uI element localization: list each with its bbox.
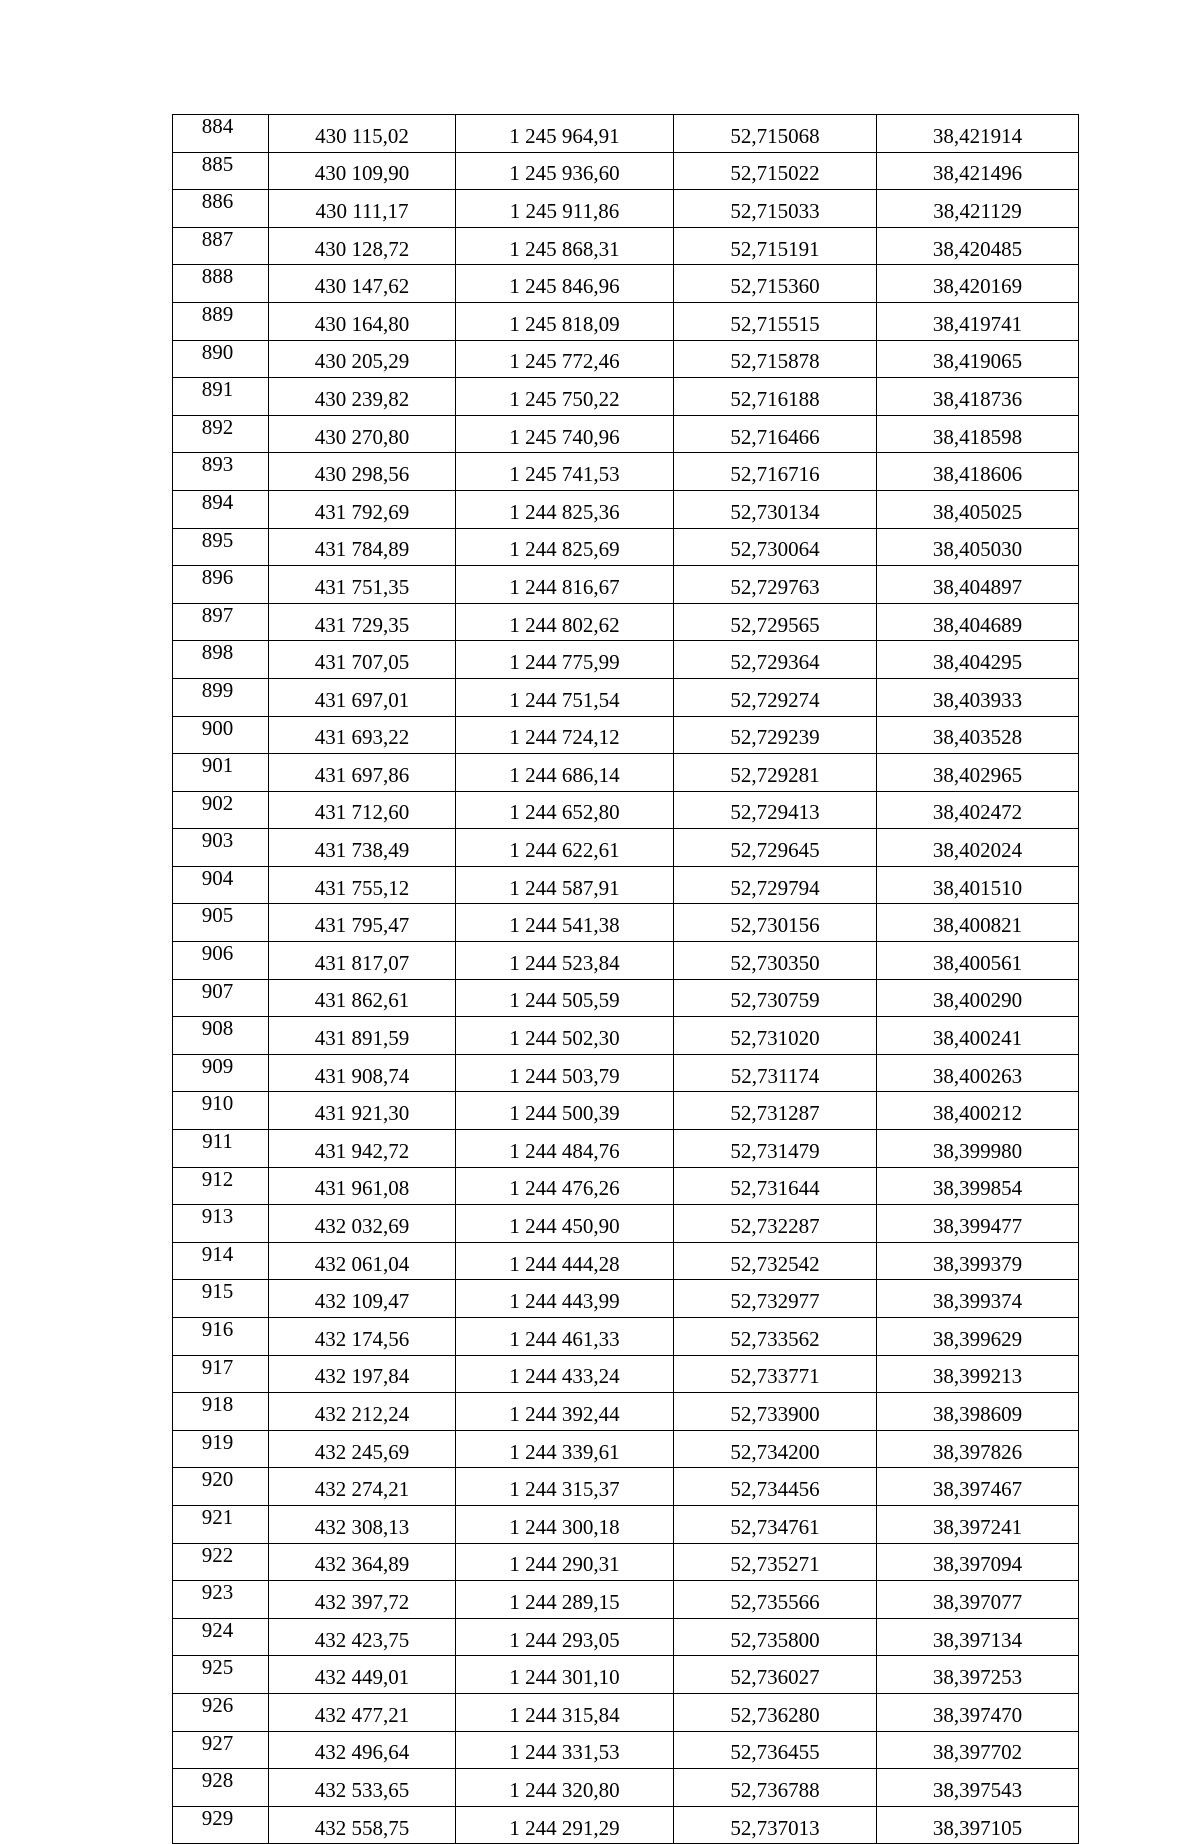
- y-coordinate-cell: 1 244 289,15: [456, 1581, 674, 1619]
- table-row: [173, 528, 1079, 566]
- x-coordinate-cell: 430 111,17: [269, 190, 456, 228]
- x-coordinate-cell: 431 729,35: [269, 603, 456, 641]
- point-number-cell: 918: [173, 1393, 269, 1431]
- point-number-cell: 886: [173, 190, 269, 228]
- table-row: [173, 1355, 1079, 1393]
- point-number-cell: 894: [173, 490, 269, 528]
- latitude-cell: 52,729413: [674, 791, 877, 829]
- longitude-cell: 38,403933: [877, 678, 1079, 716]
- y-coordinate-cell: 1 244 622,61: [456, 829, 674, 867]
- table-row: [173, 866, 1079, 904]
- y-coordinate-cell: 1 245 964,91: [456, 115, 674, 153]
- longitude-cell: 38,397105: [877, 1806, 1079, 1844]
- y-coordinate-cell: 1 245 740,96: [456, 415, 674, 453]
- x-coordinate-cell: 432 274,21: [269, 1468, 456, 1506]
- y-coordinate-cell: 1 244 686,14: [456, 754, 674, 792]
- point-number-cell: 917: [173, 1355, 269, 1393]
- latitude-cell: 52,735566: [674, 1581, 877, 1619]
- latitude-cell: 52,734200: [674, 1430, 877, 1468]
- y-coordinate-cell: 1 244 500,39: [456, 1092, 674, 1130]
- point-number-cell: 902: [173, 791, 269, 829]
- latitude-cell: 52,716466: [674, 415, 877, 453]
- y-coordinate-cell: 1 245 750,22: [456, 378, 674, 416]
- table-row: [173, 754, 1079, 792]
- y-coordinate-cell: 1 244 290,31: [456, 1543, 674, 1581]
- latitude-cell: 52,737013: [674, 1806, 877, 1844]
- table-row: [173, 791, 1079, 829]
- y-coordinate-cell: 1 244 450,90: [456, 1205, 674, 1243]
- x-coordinate-cell: 431 942,72: [269, 1130, 456, 1168]
- y-coordinate-cell: 1 244 825,69: [456, 528, 674, 566]
- latitude-cell: 52,736455: [674, 1731, 877, 1769]
- longitude-cell: 38,420169: [877, 265, 1079, 303]
- table-row: [173, 566, 1079, 604]
- point-number-cell: 906: [173, 942, 269, 980]
- x-coordinate-cell: 432 032,69: [269, 1205, 456, 1243]
- table-row: [173, 603, 1079, 641]
- latitude-cell: 52,735271: [674, 1543, 877, 1581]
- point-number-cell: 885: [173, 152, 269, 190]
- longitude-cell: 38,402965: [877, 754, 1079, 792]
- point-number-cell: 920: [173, 1468, 269, 1506]
- longitude-cell: 38,397094: [877, 1543, 1079, 1581]
- latitude-cell: 52,730350: [674, 942, 877, 980]
- latitude-cell: 52,731287: [674, 1092, 877, 1130]
- x-coordinate-cell: 430 115,02: [269, 115, 456, 153]
- longitude-cell: 38,404689: [877, 603, 1079, 641]
- table-row: [173, 1543, 1079, 1581]
- point-number-cell: 919: [173, 1430, 269, 1468]
- longitude-cell: 38,402024: [877, 829, 1079, 867]
- y-coordinate-cell: 1 244 541,38: [456, 904, 674, 942]
- x-coordinate-cell: 431 784,89: [269, 528, 456, 566]
- longitude-cell: 38,400241: [877, 1017, 1079, 1055]
- longitude-cell: 38,404295: [877, 641, 1079, 679]
- y-coordinate-cell: 1 244 320,80: [456, 1769, 674, 1807]
- point-number-cell: 916: [173, 1318, 269, 1356]
- table-row: [173, 265, 1079, 303]
- latitude-cell: 52,733562: [674, 1318, 877, 1356]
- x-coordinate-cell: 430 239,82: [269, 378, 456, 416]
- point-number-cell: 928: [173, 1769, 269, 1807]
- table-row: [173, 1017, 1079, 1055]
- longitude-cell: 38,419065: [877, 340, 1079, 378]
- latitude-cell: 52,716188: [674, 378, 877, 416]
- table-row: [173, 1468, 1079, 1506]
- latitude-cell: 52,715191: [674, 227, 877, 265]
- latitude-cell: 52,731174: [674, 1054, 877, 1092]
- latitude-cell: 52,733900: [674, 1393, 877, 1431]
- longitude-cell: 38,421914: [877, 115, 1079, 153]
- table-row: [173, 378, 1079, 416]
- latitude-cell: 52,736788: [674, 1769, 877, 1807]
- longitude-cell: 38,418736: [877, 378, 1079, 416]
- point-number-cell: 903: [173, 829, 269, 867]
- table-row: [173, 340, 1079, 378]
- longitude-cell: 38,397826: [877, 1430, 1079, 1468]
- latitude-cell: 52,735800: [674, 1618, 877, 1656]
- x-coordinate-cell: 430 128,72: [269, 227, 456, 265]
- longitude-cell: 38,397077: [877, 1581, 1079, 1619]
- table-row: [173, 641, 1079, 679]
- x-coordinate-cell: 432 558,75: [269, 1806, 456, 1844]
- x-coordinate-cell: 430 164,80: [269, 302, 456, 340]
- x-coordinate-cell: 431 697,86: [269, 754, 456, 792]
- latitude-cell: 52,733771: [674, 1355, 877, 1393]
- latitude-cell: 52,732287: [674, 1205, 877, 1243]
- point-number-cell: 888: [173, 265, 269, 303]
- table-row: [173, 1430, 1079, 1468]
- latitude-cell: 52,736280: [674, 1693, 877, 1731]
- table-row: [173, 904, 1079, 942]
- x-coordinate-cell: 432 449,01: [269, 1656, 456, 1694]
- latitude-cell: 52,730134: [674, 490, 877, 528]
- longitude-cell: 38,400263: [877, 1054, 1079, 1092]
- x-coordinate-cell: 432 174,56: [269, 1318, 456, 1356]
- point-number-cell: 909: [173, 1054, 269, 1092]
- latitude-cell: 52,729239: [674, 716, 877, 754]
- x-coordinate-cell: 431 712,60: [269, 791, 456, 829]
- point-number-cell: 890: [173, 340, 269, 378]
- y-coordinate-cell: 1 244 775,99: [456, 641, 674, 679]
- table-row: [173, 829, 1079, 867]
- latitude-cell: 52,731644: [674, 1167, 877, 1205]
- point-number-cell: 897: [173, 603, 269, 641]
- table-row: [173, 227, 1079, 265]
- y-coordinate-cell: 1 244 825,36: [456, 490, 674, 528]
- y-coordinate-cell: 1 244 505,59: [456, 979, 674, 1017]
- point-number-cell: 891: [173, 378, 269, 416]
- point-number-cell: 925: [173, 1656, 269, 1694]
- point-number-cell: 898: [173, 641, 269, 679]
- latitude-cell: 52,715068: [674, 115, 877, 153]
- point-number-cell: 896: [173, 566, 269, 604]
- y-coordinate-cell: 1 244 293,05: [456, 1618, 674, 1656]
- x-coordinate-cell: 431 792,69: [269, 490, 456, 528]
- table-row: [173, 979, 1079, 1017]
- table-row: [173, 1092, 1079, 1130]
- point-number-cell: 927: [173, 1731, 269, 1769]
- x-coordinate-cell: 431 908,74: [269, 1054, 456, 1092]
- latitude-cell: 52,729281: [674, 754, 877, 792]
- x-coordinate-cell: 431 921,30: [269, 1092, 456, 1130]
- y-coordinate-cell: 1 244 444,28: [456, 1242, 674, 1280]
- y-coordinate-cell: 1 245 868,31: [456, 227, 674, 265]
- latitude-cell: 52,730156: [674, 904, 877, 942]
- table-row: [173, 1618, 1079, 1656]
- latitude-cell: 52,729274: [674, 678, 877, 716]
- x-coordinate-cell: 431 891,59: [269, 1017, 456, 1055]
- x-coordinate-cell: 431 817,07: [269, 942, 456, 980]
- latitude-cell: 52,734761: [674, 1505, 877, 1543]
- point-number-cell: 884: [173, 115, 269, 153]
- x-coordinate-cell: 430 298,56: [269, 453, 456, 491]
- table-row: [173, 1130, 1079, 1168]
- table-row: [173, 1167, 1079, 1205]
- table-row: [173, 1581, 1079, 1619]
- y-coordinate-cell: 1 244 461,33: [456, 1318, 674, 1356]
- table-row: [173, 1054, 1079, 1092]
- longitude-cell: 38,399213: [877, 1355, 1079, 1393]
- longitude-cell: 38,418606: [877, 453, 1079, 491]
- y-coordinate-cell: 1 244 476,26: [456, 1167, 674, 1205]
- latitude-cell: 52,731479: [674, 1130, 877, 1168]
- x-coordinate-cell: 431 961,08: [269, 1167, 456, 1205]
- y-coordinate-cell: 1 244 443,99: [456, 1280, 674, 1318]
- point-number-cell: 923: [173, 1581, 269, 1619]
- point-number-cell: 915: [173, 1280, 269, 1318]
- y-coordinate-cell: 1 244 291,29: [456, 1806, 674, 1844]
- table-row: [173, 716, 1079, 754]
- longitude-cell: 38,420485: [877, 227, 1079, 265]
- table-row: [173, 1393, 1079, 1431]
- x-coordinate-cell: 432 308,13: [269, 1505, 456, 1543]
- point-number-cell: 921: [173, 1505, 269, 1543]
- x-coordinate-cell: 431 697,01: [269, 678, 456, 716]
- y-coordinate-cell: 1 244 301,10: [456, 1656, 674, 1694]
- table-row: [173, 115, 1079, 153]
- y-coordinate-cell: 1 244 652,80: [456, 791, 674, 829]
- latitude-cell: 52,715033: [674, 190, 877, 228]
- y-coordinate-cell: 1 244 802,62: [456, 603, 674, 641]
- longitude-cell: 38,398609: [877, 1393, 1079, 1431]
- table-row: [173, 190, 1079, 228]
- latitude-cell: 52,715022: [674, 152, 877, 190]
- coordinates-table-body: [173, 115, 1079, 1844]
- longitude-cell: 38,397467: [877, 1468, 1079, 1506]
- longitude-cell: 38,421129: [877, 190, 1079, 228]
- y-coordinate-cell: 1 244 392,44: [456, 1393, 674, 1431]
- point-number-cell: 908: [173, 1017, 269, 1055]
- point-number-cell: 904: [173, 866, 269, 904]
- longitude-cell: 38,399854: [877, 1167, 1079, 1205]
- longitude-cell: 38,399477: [877, 1205, 1079, 1243]
- longitude-cell: 38,403528: [877, 716, 1079, 754]
- y-coordinate-cell: 1 245 911,86: [456, 190, 674, 228]
- y-coordinate-cell: 1 245 936,60: [456, 152, 674, 190]
- y-coordinate-cell: 1 244 300,18: [456, 1505, 674, 1543]
- point-number-cell: 911: [173, 1130, 269, 1168]
- table-row: [173, 1205, 1079, 1243]
- y-coordinate-cell: 1 245 772,46: [456, 340, 674, 378]
- latitude-cell: 52,715878: [674, 340, 877, 378]
- x-coordinate-cell: 430 205,29: [269, 340, 456, 378]
- longitude-cell: 38,399374: [877, 1280, 1079, 1318]
- table-row: [173, 490, 1079, 528]
- x-coordinate-cell: 432 364,89: [269, 1543, 456, 1581]
- y-coordinate-cell: 1 245 741,53: [456, 453, 674, 491]
- table-row: [173, 1505, 1079, 1543]
- latitude-cell: 52,732542: [674, 1242, 877, 1280]
- longitude-cell: 38,400561: [877, 942, 1079, 980]
- longitude-cell: 38,405030: [877, 528, 1079, 566]
- point-number-cell: 929: [173, 1806, 269, 1844]
- x-coordinate-cell: 431 795,47: [269, 904, 456, 942]
- point-number-cell: 900: [173, 716, 269, 754]
- table-row: [173, 1318, 1079, 1356]
- latitude-cell: 52,732977: [674, 1280, 877, 1318]
- y-coordinate-cell: 1 244 331,53: [456, 1731, 674, 1769]
- latitude-cell: 52,734456: [674, 1468, 877, 1506]
- point-number-cell: 926: [173, 1693, 269, 1731]
- latitude-cell: 52,715515: [674, 302, 877, 340]
- x-coordinate-cell: 432 061,04: [269, 1242, 456, 1280]
- y-coordinate-cell: 1 244 502,30: [456, 1017, 674, 1055]
- x-coordinate-cell: 431 862,61: [269, 979, 456, 1017]
- longitude-cell: 38,418598: [877, 415, 1079, 453]
- latitude-cell: 52,731020: [674, 1017, 877, 1055]
- longitude-cell: 38,401510: [877, 866, 1079, 904]
- y-coordinate-cell: 1 245 846,96: [456, 265, 674, 303]
- latitude-cell: 52,729763: [674, 566, 877, 604]
- y-coordinate-cell: 1 244 523,84: [456, 942, 674, 980]
- longitude-cell: 38,399980: [877, 1130, 1079, 1168]
- table-row: [173, 1769, 1079, 1807]
- longitude-cell: 38,397543: [877, 1769, 1079, 1807]
- y-coordinate-cell: 1 244 816,67: [456, 566, 674, 604]
- table-row: [173, 1656, 1079, 1694]
- y-coordinate-cell: 1 244 339,61: [456, 1430, 674, 1468]
- longitude-cell: 38,400290: [877, 979, 1079, 1017]
- x-coordinate-cell: 431 755,12: [269, 866, 456, 904]
- longitude-cell: 38,397134: [877, 1618, 1079, 1656]
- y-coordinate-cell: 1 244 315,37: [456, 1468, 674, 1506]
- x-coordinate-cell: 430 109,90: [269, 152, 456, 190]
- y-coordinate-cell: 1 244 751,54: [456, 678, 674, 716]
- point-number-cell: 895: [173, 528, 269, 566]
- latitude-cell: 52,730759: [674, 979, 877, 1017]
- y-coordinate-cell: 1 244 724,12: [456, 716, 674, 754]
- table-row: [173, 942, 1079, 980]
- table-row: [173, 415, 1079, 453]
- table-row: [173, 1693, 1079, 1731]
- table-row: [173, 453, 1079, 491]
- point-number-cell: 893: [173, 453, 269, 491]
- point-number-cell: 889: [173, 302, 269, 340]
- longitude-cell: 38,397470: [877, 1693, 1079, 1731]
- point-number-cell: 901: [173, 754, 269, 792]
- point-number-cell: 887: [173, 227, 269, 265]
- table-row: [173, 1242, 1079, 1280]
- latitude-cell: 52,736027: [674, 1656, 877, 1694]
- longitude-cell: 38,421496: [877, 152, 1079, 190]
- point-number-cell: 910: [173, 1092, 269, 1130]
- longitude-cell: 38,404897: [877, 566, 1079, 604]
- table-row: [173, 1806, 1079, 1844]
- table-row: [173, 302, 1079, 340]
- x-coordinate-cell: 432 397,72: [269, 1581, 456, 1619]
- longitude-cell: 38,400212: [877, 1092, 1079, 1130]
- longitude-cell: 38,397241: [877, 1505, 1079, 1543]
- x-coordinate-cell: 431 693,22: [269, 716, 456, 754]
- x-coordinate-cell: 432 423,75: [269, 1618, 456, 1656]
- longitude-cell: 38,400821: [877, 904, 1079, 942]
- longitude-cell: 38,419741: [877, 302, 1079, 340]
- table-row: [173, 678, 1079, 716]
- x-coordinate-cell: 432 197,84: [269, 1355, 456, 1393]
- point-number-cell: 899: [173, 678, 269, 716]
- table-row: [173, 152, 1079, 190]
- latitude-cell: 52,729645: [674, 829, 877, 867]
- point-number-cell: 924: [173, 1618, 269, 1656]
- point-number-cell: 912: [173, 1167, 269, 1205]
- table-row: [173, 1280, 1079, 1318]
- y-coordinate-cell: 1 244 315,84: [456, 1693, 674, 1731]
- longitude-cell: 38,405025: [877, 490, 1079, 528]
- x-coordinate-cell: 430 270,80: [269, 415, 456, 453]
- y-coordinate-cell: 1 245 818,09: [456, 302, 674, 340]
- coordinates-table: [172, 114, 1079, 1844]
- latitude-cell: 52,730064: [674, 528, 877, 566]
- x-coordinate-cell: 430 147,62: [269, 265, 456, 303]
- x-coordinate-cell: 432 477,21: [269, 1693, 456, 1731]
- point-number-cell: 907: [173, 979, 269, 1017]
- x-coordinate-cell: 432 245,69: [269, 1430, 456, 1468]
- point-number-cell: 922: [173, 1543, 269, 1581]
- point-number-cell: 892: [173, 415, 269, 453]
- x-coordinate-cell: 432 212,24: [269, 1393, 456, 1431]
- point-number-cell: 905: [173, 904, 269, 942]
- x-coordinate-cell: 432 496,64: [269, 1731, 456, 1769]
- latitude-cell: 52,729364: [674, 641, 877, 679]
- x-coordinate-cell: 431 738,49: [269, 829, 456, 867]
- x-coordinate-cell: 431 707,05: [269, 641, 456, 679]
- table-row: [173, 1731, 1079, 1769]
- x-coordinate-cell: 432 533,65: [269, 1769, 456, 1807]
- longitude-cell: 38,399379: [877, 1242, 1079, 1280]
- latitude-cell: 52,715360: [674, 265, 877, 303]
- latitude-cell: 52,716716: [674, 453, 877, 491]
- y-coordinate-cell: 1 244 484,76: [456, 1130, 674, 1168]
- longitude-cell: 38,399629: [877, 1318, 1079, 1356]
- x-coordinate-cell: 431 751,35: [269, 566, 456, 604]
- x-coordinate-cell: 432 109,47: [269, 1280, 456, 1318]
- y-coordinate-cell: 1 244 433,24: [456, 1355, 674, 1393]
- point-number-cell: 913: [173, 1205, 269, 1243]
- y-coordinate-cell: 1 244 503,79: [456, 1054, 674, 1092]
- point-number-cell: 914: [173, 1242, 269, 1280]
- longitude-cell: 38,402472: [877, 791, 1079, 829]
- latitude-cell: 52,729794: [674, 866, 877, 904]
- y-coordinate-cell: 1 244 587,91: [456, 866, 674, 904]
- longitude-cell: 38,397253: [877, 1656, 1079, 1694]
- longitude-cell: 38,397702: [877, 1731, 1079, 1769]
- latitude-cell: 52,729565: [674, 603, 877, 641]
